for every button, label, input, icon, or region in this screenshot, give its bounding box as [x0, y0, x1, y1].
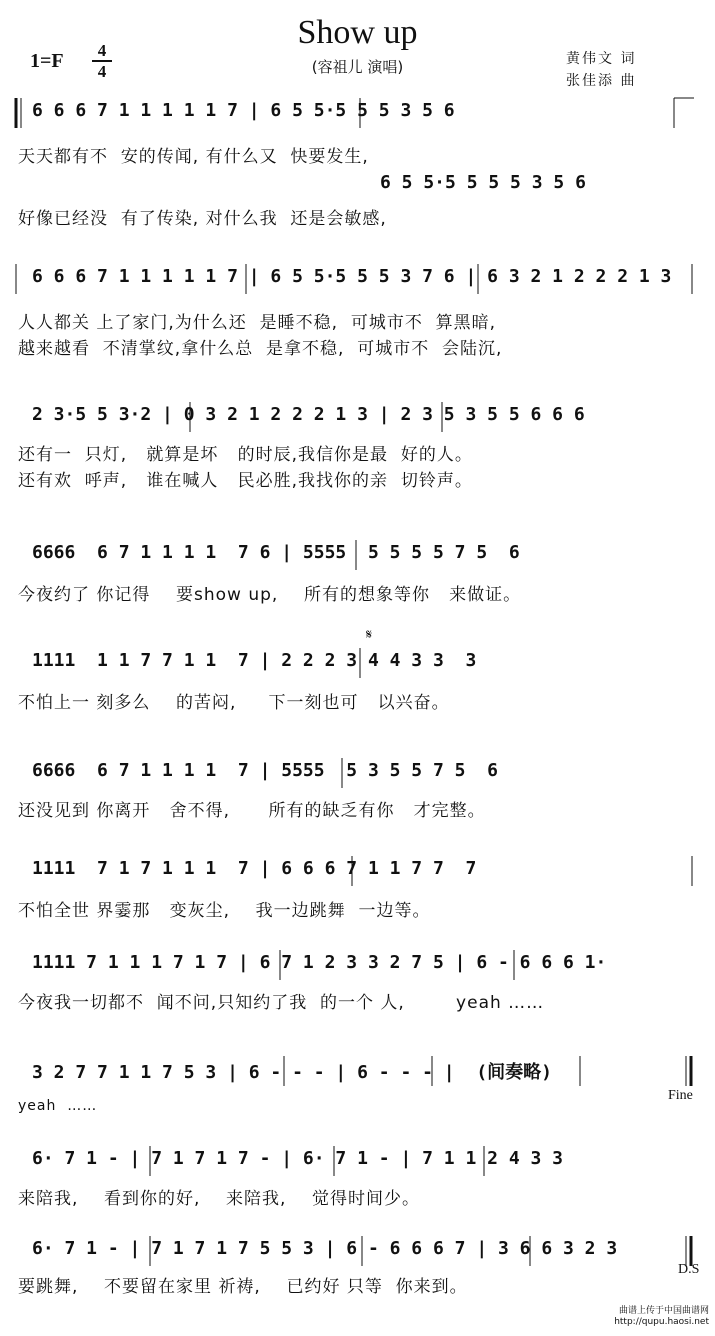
- key-signature: 1=F: [30, 50, 64, 72]
- lyric-verse-1: 不怕上一 刻多么 的苦闷, 下一刻也可 以兴奋。: [18, 693, 450, 713]
- note-text: 1111 1 1 7 7 1 1 7 | 2 2 2 3 4 4 3 3 3: [32, 650, 477, 671]
- lyric-verse-1: 要跳舞, 不要留在家里 祈祷, 已约好 只等 你来到。: [18, 1277, 468, 1297]
- note-text: 6 6 6 7 1 1 1 1 1 7 | 6 5 5·5 5 5 3 7 6 | 6 3 2 1 2 2 2 1 3: [32, 266, 672, 287]
- lyric-verse-2: 还有欢 呼声, 谁在喊人 民必胜,我找你的亲 切铃声。: [18, 471, 473, 491]
- notes-line: [14, 756, 694, 790]
- notes-line: [14, 1144, 694, 1178]
- ds-mark: D.S: [678, 1262, 700, 1277]
- site-footer: [614, 1306, 709, 1328]
- song-title: Show up: [297, 14, 418, 51]
- singer: (容祖儿 演唱): [311, 58, 404, 76]
- lyric-verse-1: 天天都有不 安的传闻, 有什么又 快要发生,: [18, 147, 369, 167]
- time-signature: [92, 42, 112, 80]
- notes-line: [14, 646, 694, 680]
- notes-line: [14, 1234, 694, 1268]
- fine-mark: Fine: [668, 1088, 693, 1103]
- lyric-verse-2: 好像已经没 有了传染, 对什么我 还是会敏感,: [18, 209, 387, 229]
- notes-line: [14, 400, 694, 434]
- note-text: 3 2 7 7 1 1 7 5 3 | 6 - - - | 6 - - - | (间奏略): [32, 1062, 552, 1083]
- note-text: 6· 7 1 - | 7 1 7 1 7 - | 6· 7 1 - | 7 1 1 2 4 3 3: [32, 1148, 564, 1169]
- notes-line: [14, 538, 694, 572]
- time-bottom: 4: [97, 62, 107, 81]
- note-text: 2 3·5 5 3·2 | 0 3 2 1 2 2 2 1 3 | 2 3 5 3 5 5 6 6 6: [32, 404, 585, 425]
- notes-line: [14, 948, 694, 982]
- lyric-verse-1: 还有一 只灯, 就算是坏 的时辰,我信你是最 好的人。: [18, 445, 473, 465]
- segno-icon: 𝄋: [366, 628, 373, 643]
- alt-notes: 6 5 5·5 5 5 5 3 5 6: [380, 172, 586, 193]
- notes-line: [14, 854, 694, 888]
- lyric-verse-1: 不怕全世 界霎那 变灰尘, 我一边跳舞 一边等。: [18, 901, 431, 921]
- time-top: 4: [97, 41, 107, 60]
- lyric-verse-1: 还没见到 你离开 舍不得, 所有的缺乏有你 才完整。: [18, 801, 486, 821]
- footer-line-1: 曲谱上传于中国曲谱网: [618, 1306, 709, 1316]
- lyric-verse-1: 今夜我一切都不 闻不问,只知约了我 的一个 人, yeah ……: [18, 993, 545, 1013]
- lyric-verse-2: 越来越看 不清掌纹,拿什么总 是拿不稳, 可城市不 会陆沉,: [18, 339, 503, 359]
- footer-line-2: http://qupu.haosi.net: [614, 1317, 709, 1327]
- notes-line: [14, 1054, 694, 1088]
- lyric-verse-1: 来陪我, 看到你的好, 来陪我, 觉得时间少。: [18, 1189, 421, 1209]
- notes-line: [14, 262, 694, 296]
- lyricist: 黄伟文 词: [566, 51, 637, 67]
- note-text: 1111 7 1 7 1 1 1 7 | 6 6 6 7 1 1 7 7 7: [32, 858, 477, 879]
- notes-line: [14, 96, 694, 130]
- lyric-verse-1: 人人都关 上了家门,为什么还 是睡不稳, 可城市不 算黑暗,: [18, 313, 497, 333]
- lyric-verse-1: yeah ……: [18, 1098, 98, 1114]
- note-text: 1111 7 1 1 1 7 1 7 | 6 7 1 2 3 3 2 7 5 | 6 - 6 6 6 1·: [32, 952, 607, 973]
- note-text: 6666 6 7 1 1 1 1 7 | 5555 5 3 5 5 7 5 6: [32, 760, 498, 781]
- note-text: 6 6 6 7 1 1 1 1 1 7 | 6 5 5·5 5 5 3 5 6: [32, 100, 455, 121]
- note-text: 6666 6 7 1 1 1 1 7 6 | 5555 5 5 5 5 7 5 6: [32, 542, 520, 563]
- lyric-verse-1: 今夜约了 你记得 要show up, 所有的想象等你 来做证。: [18, 585, 522, 605]
- note-text: 6· 7 1 - | 7 1 7 1 7 5 5 3 | 6 - 6 6 6 7 | 3 6 6 3 2 3: [32, 1238, 618, 1259]
- composer: 张佳添 曲: [566, 73, 637, 89]
